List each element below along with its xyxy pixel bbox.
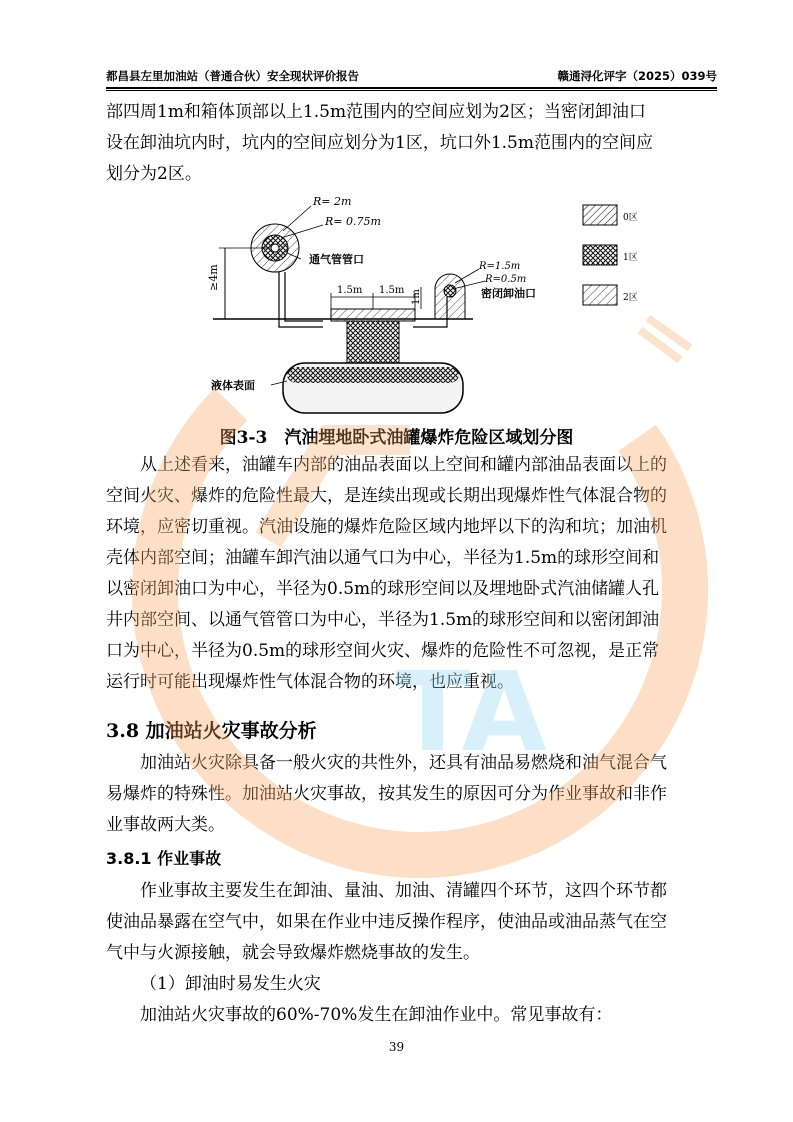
unload-port-label: 密闭卸油口 xyxy=(481,287,536,300)
legend-swatch-zone-1 xyxy=(583,245,617,265)
manhole-zone-2 xyxy=(331,309,415,321)
text-line: 业事故两大类。 xyxy=(106,815,225,835)
text-line: 划分为2区。 xyxy=(106,164,202,184)
header-report-title: 都昌县左里加油站（普通合伙）安全现状评价报告 xyxy=(106,69,359,83)
legend-swatch-zone-2 xyxy=(583,285,617,305)
hazard-zone-diagram xyxy=(183,193,653,418)
svg-text:TA: TA xyxy=(395,648,547,776)
dimension-label: 1.5m xyxy=(379,285,405,296)
dimension-label: 1m xyxy=(411,289,422,305)
legend-label: 2区 xyxy=(623,293,638,303)
text-line: 壳体内部空间；油罐车卸汽油以通气口为中心，半径为1.5m的球形空间和 xyxy=(106,548,660,568)
text-line: 使油品暴露在空气中，如果在作业中违反操作程序，使油品或油品蒸气在空 xyxy=(106,912,667,932)
legend-swatch-zone-0 xyxy=(583,205,617,225)
text-line: 易爆炸的特殊性。加油站火灾事故，按其发生的原因可分为作业事故和非作 xyxy=(106,784,667,804)
list-item-heading: （1）卸油时易发生火灾 xyxy=(140,974,321,994)
liquid-surface-label: 液体表面 xyxy=(211,379,255,392)
text-line: 加油站火灾除具备一般火灾的共性外，还具有油品易燃烧和油气混合气 xyxy=(140,753,667,773)
radius-outer-label: R= 2m xyxy=(313,195,352,208)
unload-radius-inner-label: R=0.5m xyxy=(485,274,527,285)
radius-inner-label: R= 0.75m xyxy=(325,215,381,228)
page-number: 39 xyxy=(388,1040,405,1054)
vent-label: 通气管管口 xyxy=(309,253,364,266)
header-divider-thin xyxy=(106,90,717,91)
dimension-label: 1.5m xyxy=(337,285,363,296)
operation-accident-paragraph xyxy=(106,876,718,1031)
figure-caption: 图3-3 汽油埋地卧式油罐爆炸危险区域划分图 xyxy=(219,428,574,448)
fire-overview-paragraph xyxy=(106,748,718,841)
text-line: 运行时可能出现爆炸性气体混合物的环境，也应重视。 xyxy=(106,672,514,692)
text-line: 井内部空间、以通气管管口为中心，半径为1.5m的球形空间和以密闭卸油 xyxy=(106,610,660,630)
text-line: 气中与火源接触，就会导致爆炸燃烧事故的发生。 xyxy=(106,943,480,963)
unload-zone-1 xyxy=(444,285,456,297)
text-line: 环境，应密切重视。汽油设施的爆炸危险区域内地坪以下的沟和坑；加油机 xyxy=(106,517,667,537)
height-label: ≥4m xyxy=(207,264,220,291)
analysis-paragraph xyxy=(106,450,718,698)
tank-zone-0 xyxy=(287,367,459,383)
text-line: 从上述看来，油罐车内部的油品表面以上空间和罐内部油品表面以上的 xyxy=(140,455,667,475)
header-report-number: 赣通浔化评字（2025）039号 xyxy=(557,69,717,83)
text-line: 空间火灾、爆炸的危险性最大，是连续出现或长期出现爆炸性气体混合物的 xyxy=(106,486,667,506)
manhole-zone-1 xyxy=(347,321,399,363)
text-line: 作业事故主要发生在卸油、量油、加油、清罐四个环节，这四个环节都 xyxy=(140,881,667,901)
text-line: 口为中心，半径为0.5m的球形空间火灾、爆炸的危险性不可忽视，是正常 xyxy=(106,641,660,661)
legend-label: 0区 xyxy=(623,213,638,223)
unload-radius-outer-label: R=1.5m xyxy=(479,261,521,272)
text-line: 部四周1m和箱体顶部以上1.5m范围内的空间应划为2区；当密闭卸油口 xyxy=(106,102,646,122)
legend-label: 1区 xyxy=(623,253,638,263)
intro-paragraph xyxy=(106,97,718,190)
text-line: 以密闭卸油口为中心，半径为0.5m的球形空间以及埋地卧式汽油储罐人孔 xyxy=(106,579,660,599)
text-line: 加油站火灾事故的60%-70%发生在卸油作业中。常见事故有： xyxy=(140,1005,613,1025)
header-divider xyxy=(106,87,717,89)
section-heading: 3.8 加油站火灾事故分析 xyxy=(106,720,317,742)
subsection-heading: 3.8.1 作业事故 xyxy=(106,849,222,868)
text-line: 设在卸油坑内时，坑内的空间应划分为1区，坑口外1.5m范围内的空间应 xyxy=(106,133,653,153)
